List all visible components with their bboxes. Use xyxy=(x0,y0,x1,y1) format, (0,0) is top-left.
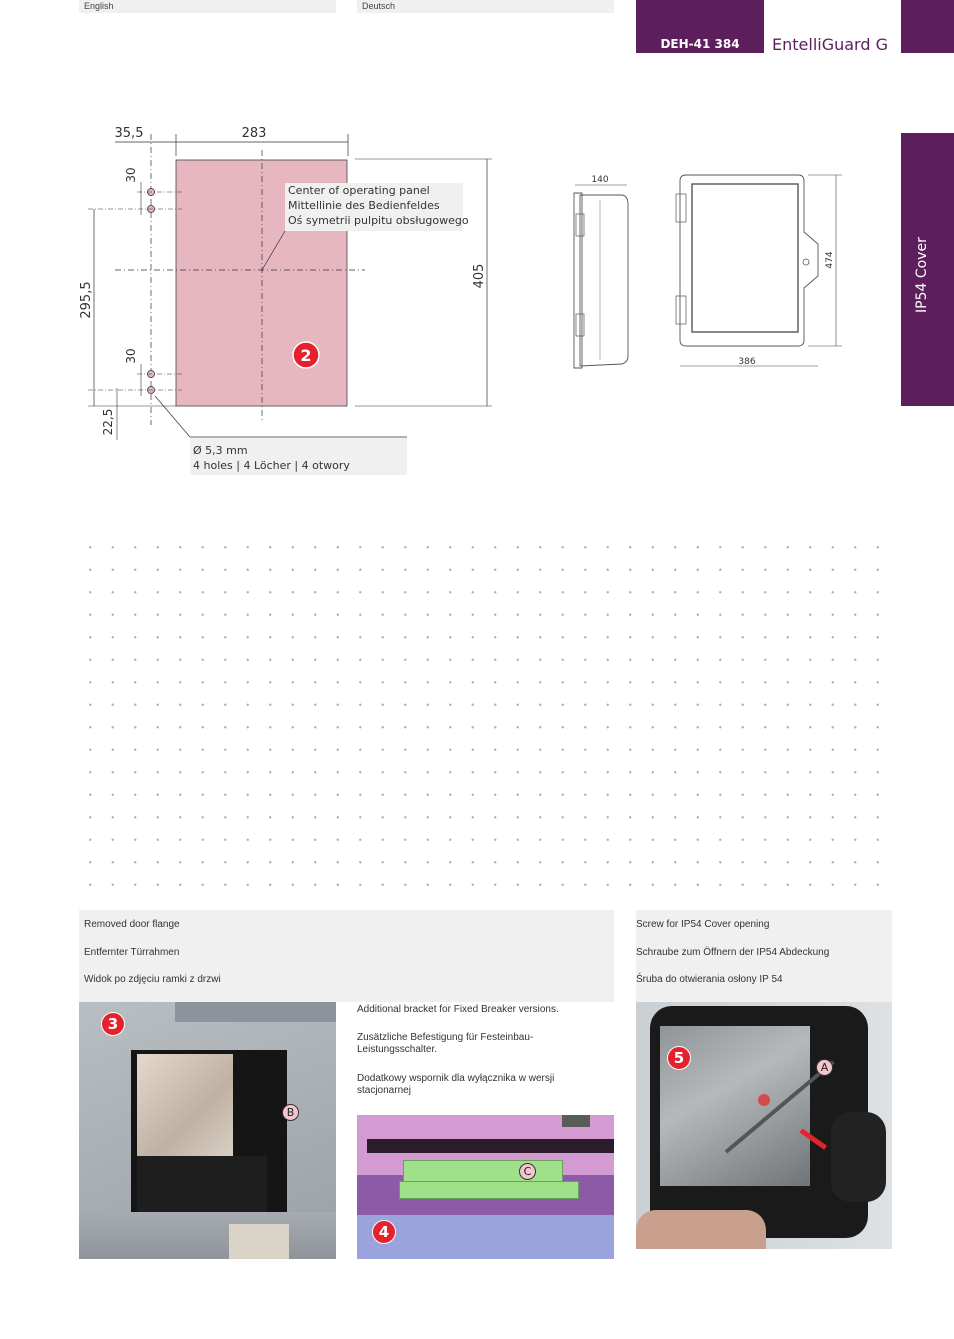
dim-holes-spacing: 295,5 xyxy=(79,281,94,319)
cover-depth-label: 140 xyxy=(591,175,609,185)
photo-4-letter-badge: C xyxy=(519,1163,536,1180)
dim-height: 405 xyxy=(472,263,487,289)
cover-width-label: 386 xyxy=(738,357,756,367)
language-label-german: Deutsch xyxy=(357,0,614,13)
caption-right-en: Screw for IP54 Cover opening xyxy=(636,919,770,930)
caption-middle-block xyxy=(357,1002,614,1115)
language-label-english: English xyxy=(79,0,336,13)
center-label-de: Mittellinie des Bedienfeldes xyxy=(288,199,440,212)
hole-diameter-label: Ø 5,3 mm xyxy=(193,444,248,457)
photo-5-letter-badge: A xyxy=(816,1059,833,1076)
notes-dot-grid xyxy=(79,536,894,902)
caption-right-de: Schraube zum Öffnern der IP54 Abdeckung xyxy=(636,947,830,958)
section-side-tab xyxy=(901,133,954,406)
photo-3-number-badge: 3 xyxy=(101,1012,125,1036)
side-tab-label: IP54 Cover xyxy=(914,237,930,313)
dim-bottom-pair: 30 xyxy=(124,348,138,364)
photo-removed-door-flange xyxy=(79,1002,336,1259)
caption-right-pl: Śruba do otwierania osłony IP 54 xyxy=(636,974,783,985)
product-name: EntelliGuard G xyxy=(772,35,888,54)
caption-middle-pl: Dodatkowy wspornik dla wyłącznika w wersji stacjonarnej xyxy=(357,1073,555,1096)
header-color-block xyxy=(901,0,954,53)
caption-middle-en: Additional bracket for Fixed Breaker versions. xyxy=(357,1004,559,1015)
document-code: DEH-41 384 xyxy=(636,0,764,53)
caption-left-pl: Widok po zdjęciu ramki z drzwi xyxy=(84,974,221,985)
mounting-drawing xyxy=(0,110,520,485)
drawing-badge-number: 2 xyxy=(300,346,312,365)
photo-3-letter-badge: B xyxy=(282,1104,299,1121)
cover-drawing xyxy=(560,168,850,374)
hole-count-label: 4 holes | 4 Löcher | 4 otwory xyxy=(193,459,350,472)
caption-middle-de: Zusätzliche Befestigung für Festeinbau-Leistungsschalter. xyxy=(357,1032,534,1055)
photo-4-number-badge: 4 xyxy=(372,1220,396,1244)
cover-height-label: 474 xyxy=(825,251,835,269)
dim-left-offset: 35,5 xyxy=(114,126,144,141)
dim-bottom-offset: 22,5 xyxy=(101,408,115,436)
caption-panel-right xyxy=(636,910,892,1002)
photo-5-number-badge: 5 xyxy=(667,1046,691,1070)
caption-left-de: Entfernter Türrahmen xyxy=(84,947,180,958)
caption-left-en: Removed door flange xyxy=(84,919,180,930)
photo-additional-bracket xyxy=(357,1115,614,1259)
center-label-pl: Oś symetrii pulpitu obsługowego xyxy=(288,214,469,227)
dim-width: 283 xyxy=(241,126,267,141)
photo-ip54-cover-screw xyxy=(636,1002,892,1249)
caption-panel-left xyxy=(79,910,614,1002)
center-label-en: Center of operating panel xyxy=(288,184,430,197)
dim-top-pair: 30 xyxy=(124,167,138,183)
